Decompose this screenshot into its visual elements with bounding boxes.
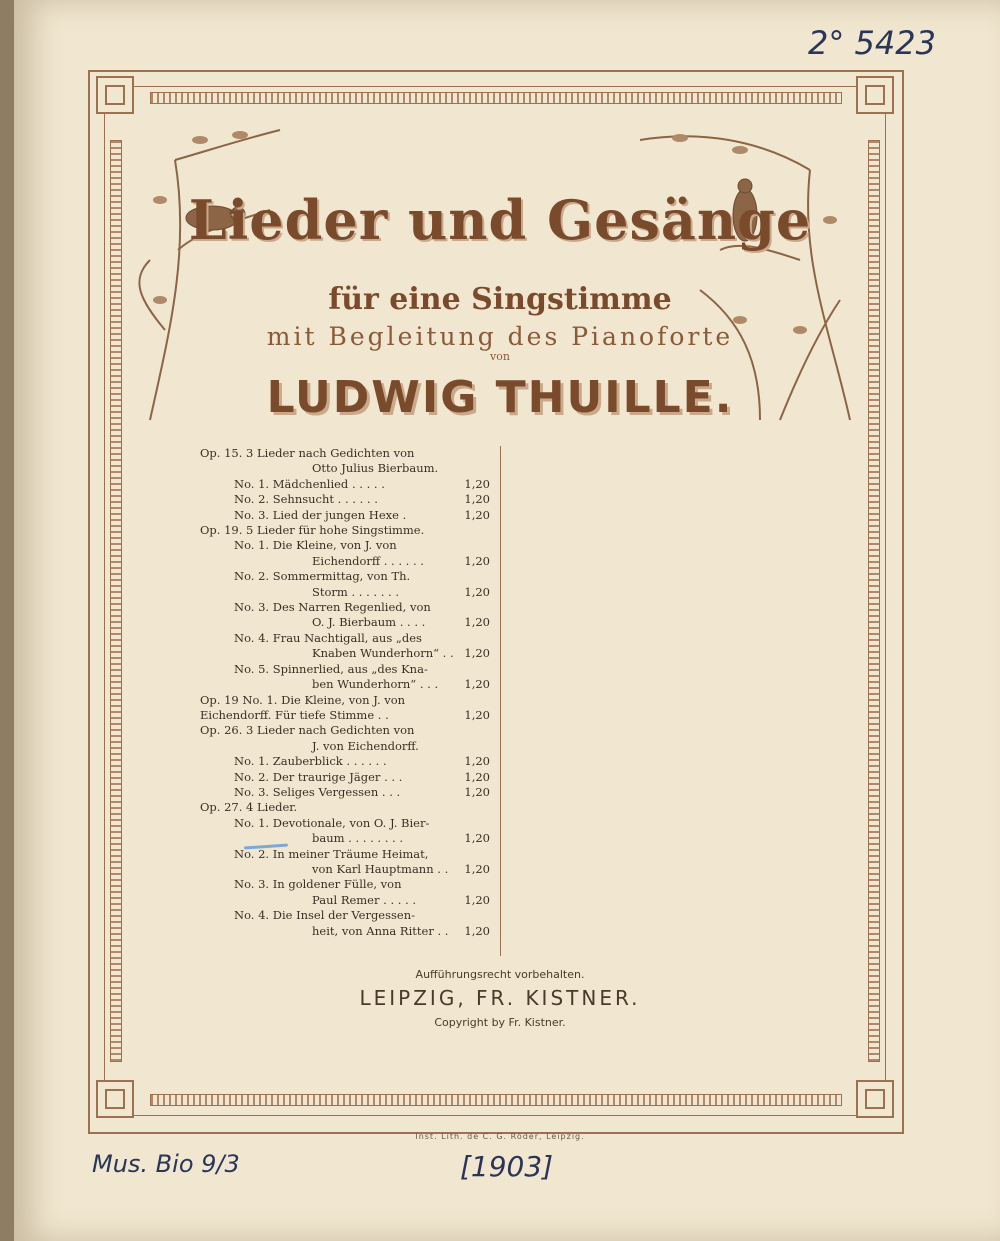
work-entry-text: Eichendorff. Für tiefe Stimme . . bbox=[200, 707, 389, 722]
work-entry-price bbox=[460, 739, 490, 754]
work-entry-text: Knaben Wunderhorn“ . . bbox=[312, 646, 454, 661]
work-entry-price bbox=[460, 877, 490, 892]
work-list-row bbox=[278, 585, 490, 600]
main-title: Lieder und Gesänge bbox=[188, 188, 812, 252]
work-entry-text: No. 3. In goldener Fülle, von bbox=[234, 877, 402, 892]
work-list bbox=[200, 446, 490, 939]
work-list-row bbox=[278, 677, 490, 692]
work-entry-price: 1,20 bbox=[464, 677, 490, 692]
work-entry-text: Storm . . . . . . . bbox=[312, 584, 400, 599]
handwritten-shelfmark: 2° 5423 bbox=[808, 24, 936, 62]
work-list-row bbox=[278, 615, 490, 630]
work-entry-text: Paul Remer . . . . . bbox=[312, 892, 417, 907]
work-entry-text: Op. 26. 3 Lieder nach Gedichten von bbox=[200, 723, 415, 738]
work-list-row bbox=[200, 631, 490, 646]
work-list-row bbox=[200, 492, 490, 507]
work-entry-text: No. 1. Zauberblick . . . . . . bbox=[234, 754, 387, 769]
work-entry-text: O. J. Bierbaum . . . . bbox=[312, 615, 426, 630]
work-entry-text: No. 1. Devotionale, von O. J. Bier- bbox=[234, 815, 430, 830]
work-entry-price: 1,20 bbox=[464, 784, 490, 799]
work-entry-price: 1,20 bbox=[464, 707, 490, 722]
work-entry-price: 1,20 bbox=[464, 615, 490, 630]
work-entry-text: No. 1. Die Kleine, von J. von bbox=[234, 538, 397, 553]
work-entry-price bbox=[460, 723, 490, 738]
work-list-row bbox=[200, 508, 490, 523]
work-list-row bbox=[200, 600, 490, 615]
work-entry-price bbox=[460, 816, 490, 831]
work-list-row bbox=[200, 754, 490, 769]
work-list-row bbox=[200, 800, 490, 815]
work-list-row bbox=[200, 569, 490, 584]
work-list-row bbox=[200, 662, 490, 677]
work-entry-price bbox=[460, 800, 490, 815]
work-entry-price bbox=[460, 569, 490, 584]
work-entry-price: 1,20 bbox=[464, 584, 490, 599]
work-entry-price bbox=[460, 631, 490, 646]
work-list-row bbox=[278, 862, 490, 877]
work-list-row bbox=[278, 739, 490, 754]
work-list-row bbox=[200, 877, 490, 892]
handwritten-call-number: Mus. Bio 9/3 bbox=[92, 1150, 240, 1178]
work-entry-text: No. 4. Die Insel der Vergessen- bbox=[234, 908, 416, 923]
subtitle-voice: für eine Singstimme bbox=[328, 282, 672, 317]
work-list-row bbox=[200, 477, 490, 492]
work-entry-price bbox=[460, 847, 490, 862]
work-entry-price: 1,20 bbox=[464, 476, 490, 491]
handwritten-year: [1903] bbox=[460, 1150, 554, 1183]
work-entry-text: heit, von Anna Ritter . . bbox=[312, 923, 449, 938]
work-entry-price: 1,20 bbox=[464, 831, 490, 846]
work-entry-text: No. 3. Seliges Vergessen . . . bbox=[234, 784, 401, 799]
work-list-row bbox=[200, 770, 490, 785]
work-entry-text: J. von Eichendorff. bbox=[312, 738, 419, 753]
work-entry-price: 1,20 bbox=[464, 769, 490, 784]
work-entry-text: Op. 27. 4 Lieder. bbox=[200, 800, 298, 815]
work-entry-price bbox=[460, 600, 490, 615]
work-list-row bbox=[278, 646, 490, 661]
work-entry-price: 1,20 bbox=[464, 507, 490, 522]
work-entry-text: No. 4. Frau Nachtigall, aus „des bbox=[234, 630, 422, 645]
work-entry-text: No. 3. Lied der jungen Hexe . bbox=[234, 507, 407, 522]
work-list-row bbox=[278, 924, 490, 939]
work-entry-price bbox=[460, 908, 490, 923]
work-list-row bbox=[200, 785, 490, 800]
work-entry-text: Otto Julius Bierbaum. bbox=[312, 461, 439, 476]
performance-rights: Aufführungsrecht vorbehalten. bbox=[415, 968, 585, 981]
work-entry-price: 1,20 bbox=[464, 861, 490, 876]
work-entry-text: Op. 15. 3 Lieder nach Gedichten von bbox=[200, 446, 415, 460]
work-entry-price: 1,20 bbox=[464, 923, 490, 938]
work-list-row bbox=[278, 893, 490, 908]
work-list-row bbox=[200, 908, 490, 923]
work-entry-price bbox=[460, 538, 490, 553]
work-entry-price: 1,20 bbox=[464, 892, 490, 907]
subtitle-accompaniment: mit Begleitung des Pianoforte bbox=[266, 322, 734, 351]
work-list-row bbox=[200, 708, 490, 723]
work-entry-price bbox=[460, 446, 490, 461]
work-entry-price bbox=[460, 523, 490, 538]
work-entry-price bbox=[460, 693, 490, 708]
work-entry-text: No. 1. Mädchenlied . . . . . bbox=[234, 476, 385, 491]
work-list-row bbox=[278, 831, 490, 846]
work-entry-text: von Karl Hauptmann . . bbox=[312, 861, 449, 876]
work-entry-price: 1,20 bbox=[464, 754, 490, 769]
work-entry-price: 1,20 bbox=[464, 553, 490, 568]
work-list-row bbox=[200, 446, 490, 461]
list-divider bbox=[500, 446, 501, 956]
work-entry-text: No. 2. In meiner Träume Heimat, bbox=[234, 846, 429, 861]
work-entry-text: No. 2. Der traurige Jäger . . . bbox=[234, 769, 403, 784]
composer-name: LUDWIG THUILLE. bbox=[266, 372, 734, 423]
work-entry-text: No. 5. Spinnerlied, aus „des Kna- bbox=[234, 661, 428, 676]
work-list-row bbox=[200, 538, 490, 553]
von-label: von bbox=[490, 350, 510, 363]
work-entry-price bbox=[460, 461, 490, 476]
work-entry-text: baum . . . . . . . . bbox=[312, 831, 404, 846]
work-list-row bbox=[278, 554, 490, 569]
printer-credit: Inst. Lith. de C. G. Röder, Leipzig. bbox=[415, 1132, 585, 1141]
work-entry-text: Eichendorff . . . . . . bbox=[312, 553, 424, 568]
work-entry-price: 1,20 bbox=[464, 646, 490, 661]
work-entry-text: Op. 19 No. 1. Die Kleine, von J. von bbox=[200, 692, 406, 707]
work-entry-text: No. 2. Sommermittag, von Th. bbox=[234, 569, 411, 584]
work-entry-text: No. 2. Sehnsucht . . . . . . bbox=[234, 492, 378, 507]
work-entry-price: 1,20 bbox=[464, 492, 490, 507]
work-list-row bbox=[200, 693, 490, 708]
publisher: LEIPZIG, FR. KISTNER. bbox=[359, 986, 641, 1010]
work-entry-text: ben Wunderhorn“ . . . bbox=[312, 677, 439, 692]
work-list-row bbox=[200, 723, 490, 738]
work-list-row bbox=[200, 816, 490, 831]
work-list-row bbox=[278, 461, 490, 476]
work-entry-price bbox=[460, 662, 490, 677]
work-entry-text: No. 3. Des Narren Regenlied, von bbox=[234, 600, 431, 615]
work-list-row bbox=[200, 523, 490, 538]
copyright: Copyright by Fr. Kistner. bbox=[434, 1016, 566, 1029]
work-entry-text: Op. 19. 5 Lieder für hohe Singstimme. bbox=[200, 523, 425, 538]
